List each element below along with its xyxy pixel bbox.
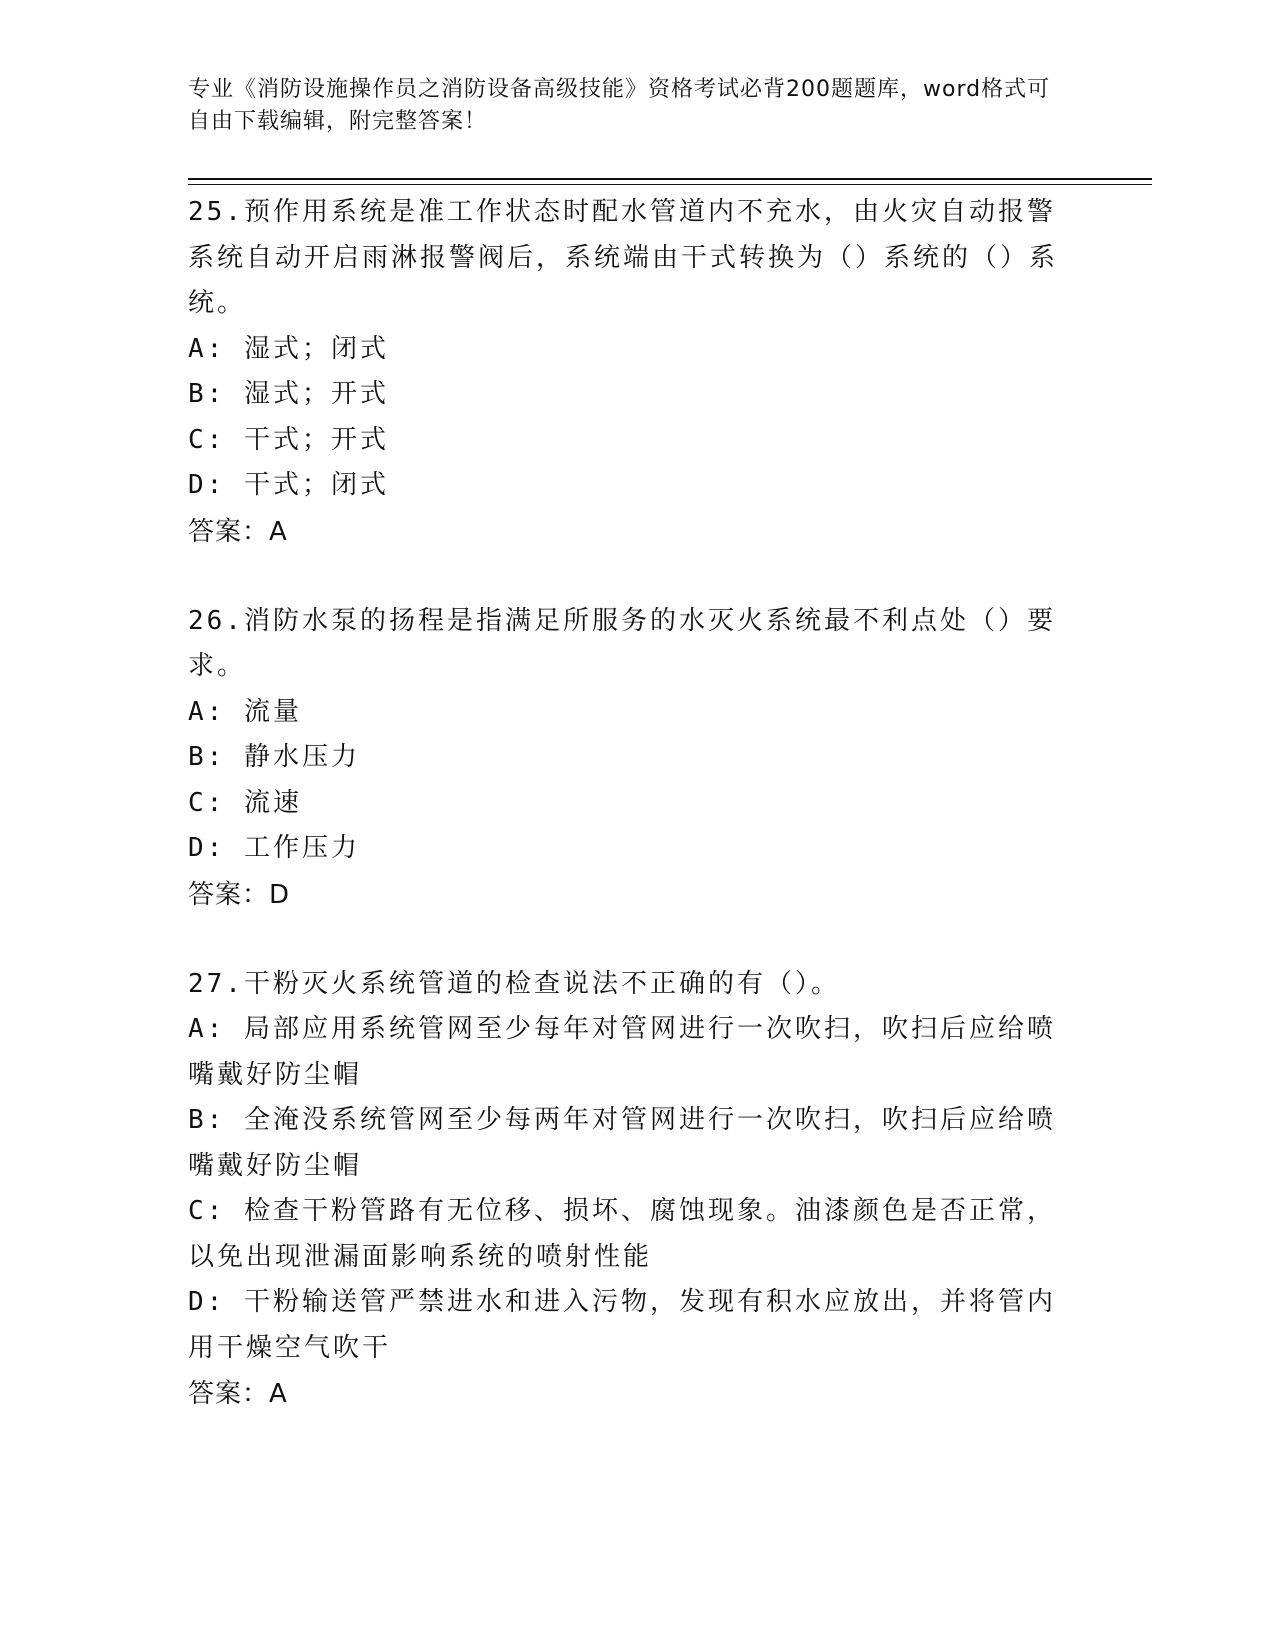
question-list [188, 190, 1068, 1461]
option-d: D: 干式；闭式 [188, 470, 389, 500]
option-d: D: 工作压力 [188, 833, 360, 863]
question-stem: 26.消防水泵的扬程是指满足所服务的水灭火系统最不利点处（）要求。 [188, 605, 1056, 681]
option-c: C: 流速 [188, 787, 302, 818]
option-b: B: 全淹没系统管网至少每两年对管网进行一次吹扫，吹扫后应给喷嘴戴好防尘帽 [188, 1105, 1056, 1181]
question-26 [188, 599, 1068, 918]
option-b: B: 湿式；开式 [188, 379, 389, 409]
answer: 答案：A [188, 1379, 288, 1409]
header-divider-thin [188, 184, 1152, 185]
document-header: 专业《消防设施操作员之消防设备高级技能》资格考试必背200题题库，word格式可自由下载编辑，附完整答案！ [188, 77, 1051, 134]
option-a: A: 局部应用系统管网至少每年对管网进行一次吹扫，吹扫后应给喷嘴戴好防尘帽 [188, 1014, 1056, 1090]
header-divider-thick [188, 178, 1152, 180]
option-c: C: 检查干粉管路有无位移、损坏、腐蚀现象。油漆颜色是否正常，以免出现泄漏面影响系统的喷射性能 [188, 1196, 1056, 1272]
option-b: B: 静水压力 [188, 742, 360, 772]
option-d: D: 干粉输送管严禁进水和进入污物，发现有积水应放出，并将管内用干燥空气吹干 [188, 1287, 1056, 1363]
question-25 [188, 190, 1068, 555]
question-stem: 25.预作用系统是准工作状态时配水管道内不充水，由火灾自动报警系统自动开启雨淋报警阀后，系统端由干式转换为（）系统的（）系统。 [188, 197, 1059, 318]
option-a: A: 流量 [188, 696, 302, 727]
answer: 答案：D [188, 879, 291, 910]
option-c: C: 干式；开式 [188, 424, 389, 455]
question-stem: 27.干粉灭火系统管道的检查说法不正确的有（）。 [188, 968, 840, 999]
option-a: A: 湿式；闭式 [188, 333, 389, 364]
answer: 答案：A [188, 516, 288, 547]
question-27 [188, 962, 1068, 1418]
